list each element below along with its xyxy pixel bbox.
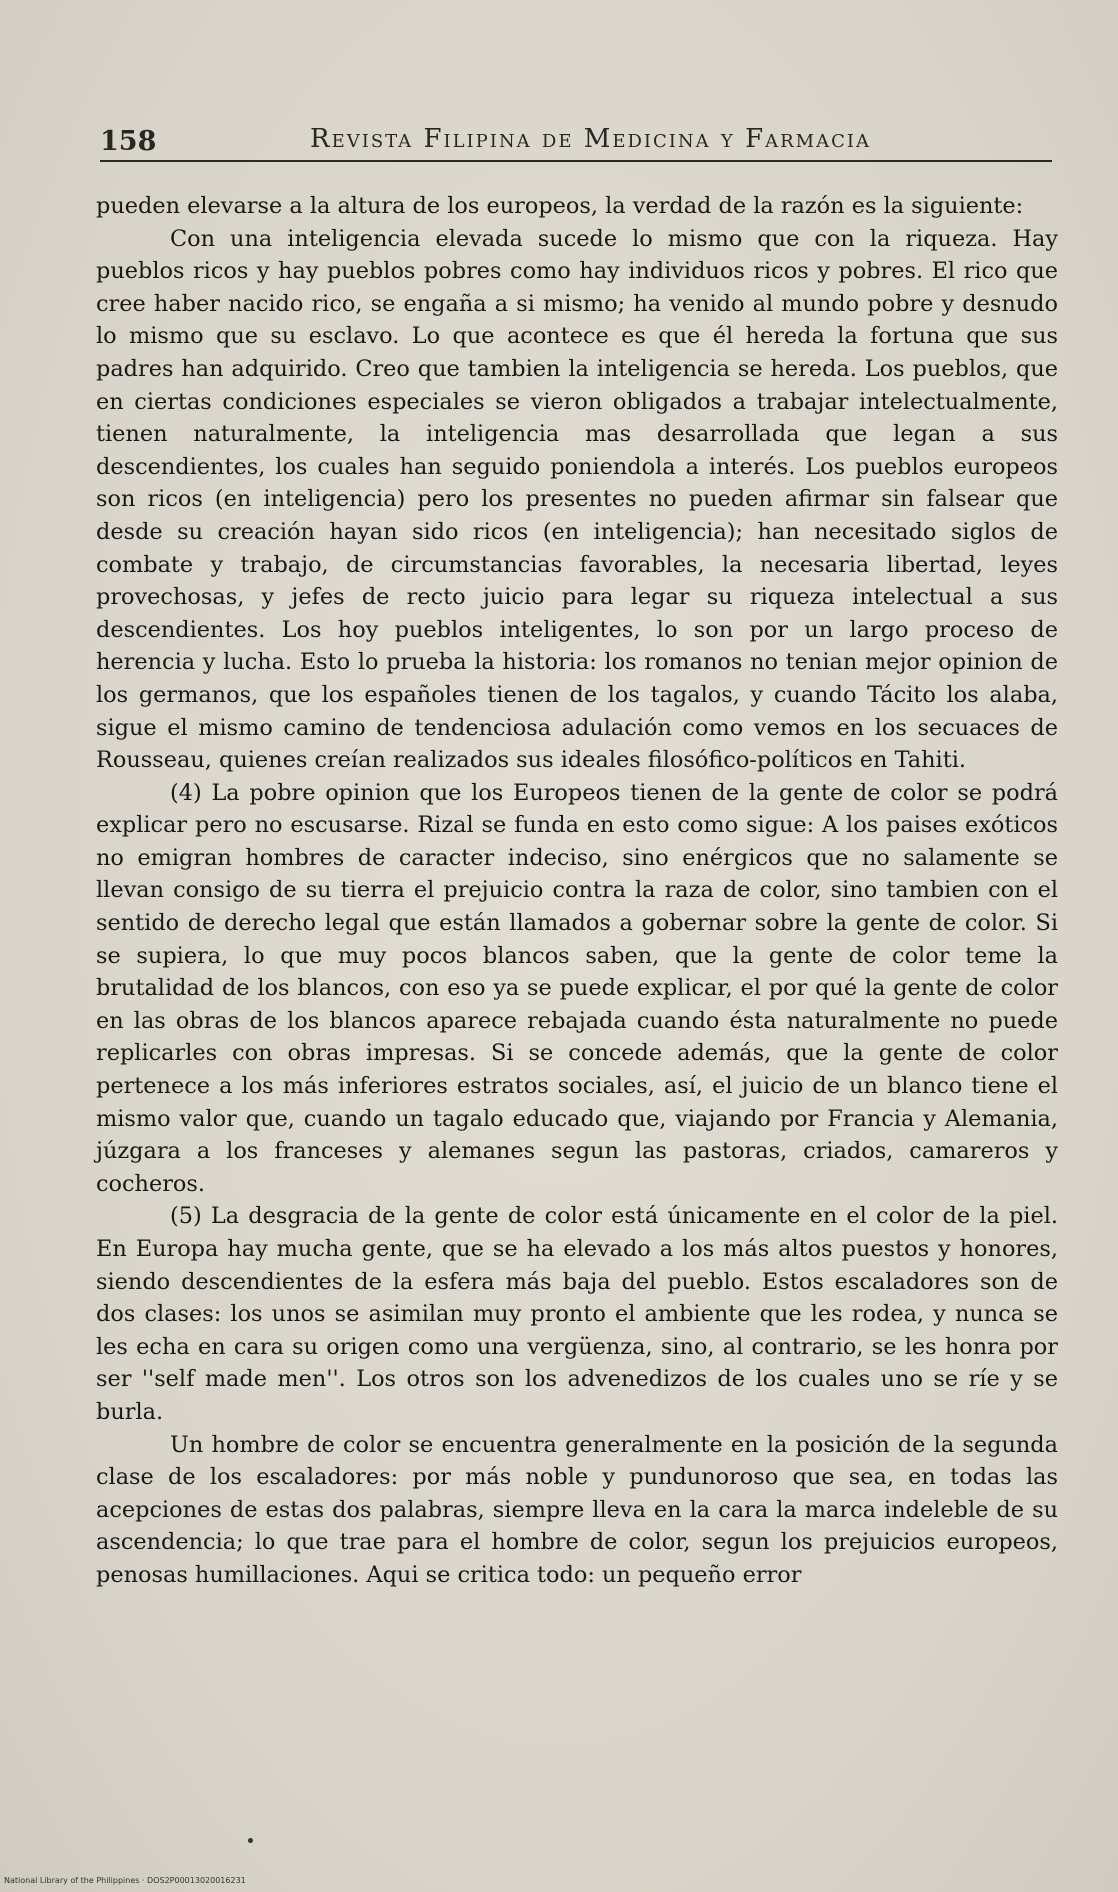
source-footer: National Library of the Philippines · DOS2P00013020016231 [4,1876,246,1885]
paragraph-inteligencia: Con una inteligencia elevada sucede lo mismo que con la riqueza. Hay pueblos ricos y hay pueblos pobres como hay individuos ricos y pobres. El rico que cree haber nacido rico, se engaña a si mismo; ha venido al mundo pobre y desnudo lo mismo que su esclavo. Lo que acontece es que él hereda la fortuna que sus padres han adquirido. Creo que tambien la inteligencia se hereda. Los pueblos, que en ciertas condiciones especiales se vieron obligados a trabajar intelectualmente, tienen naturalmente, la inteligencia mas desarrollada que legan a sus descendientes, los cuales han seguido poniendola a interés. Los pueblos europeos son ricos (en inteligencia) pero los presentes no pueden afirmar sin falsear que desde su creación hayan sido ricos (en inteligencia); han necesitado siglos de combate y trabajo, de circumstancias favorables, la necesaria libertad, leyes provechosas, y jefes de recto juicio para legar su riqueza intelectual a sus descendientes. Los hoy pueblos inteligentes, lo son por un largo proceso de herencia y lucha. Esto lo prueba la historia: los romanos no tenian mejor opinion de los germanos, que los españoles tienen de los tagalos, y cuando Tácito los alaba, sigue el mismo camino de tendenciosa adulación como vemos en los secuaces de Rousseau, quienes creían realizados sus ideales filosófico-políticos en Tahiti. [96,225,1058,774]
paragraph-note-5: (5) La desgracia de la gente de color está únicamente en el color de la piel. En Europa hay mucha gente, que se ha elevado a los más altos puestos y honores, siendo descendientes de la esfera más baja del pueblo. Estos escaladores son de dos clases: los unos se asimilan muy pronto el ambiente que les rodea, y nunca se les echa en cara su origen como una vergüenza, sino, al contrario, se les honra por ser ''self made men''. Los otros son los advenedizos de los cuales uno se ríe y se burla. [96,1203,1058,1425]
paragraph-continuation: pueden elevarse a la altura de los europeos, la verdad de la razón es la siguiente: [96,193,1024,219]
header-rule [100,160,1052,162]
body-text [96,190,1058,1592]
paragraph-note-4: (4) La pobre opinion que los Europeos tienen de la gente de color se podrá explicar pero no escusarse. Rizal se funda en esto como sigue: A los paises exóticos no emigran hombres de caracter indeciso, sino enérgicos que no salamente se llevan consigo de su tierra el prejuicio contra la raza de color, sino tambien con el sentido de derecho legal que están llamados a gobernar sobre la gente de color. Si se supiera, lo que muy pocos blancos saben, que la gente de color teme la brutalidad de los blancos, con eso ya se puede explicar, el por qué la gente de color en las obras de los blancos aparece rebajada cuando ésta naturalmente no puede replicarles con obras impresas. Si se concede además, que la gente de color pertenece a los más inferiores estratos sociales, así, el juicio de un blanco tiene el mismo valor que, cuando un tagalo educado que, viajando por Francia y Alemania, júzgara a los franceses y alemanes segun las pastoras, criados, camareros y cocheros. [96,779,1058,1197]
page-header [100,120,1050,160]
ink-speck [248,1838,253,1843]
paragraph-hombre-de-color: Un hombre de color se encuentra generalmente en la posición de la segunda clase de los escaladores: por más noble y pundunoroso que sea, en todas las acepciones de estas dos palabras, siempre lleva en la cara la marca indeleble de su ascendencia; lo que trae para el hombre de color, segun los prejuicios europeos, penosas humillaciones. Aqui se critica todo: un pequeño error [96,1431,1058,1588]
running-head: Revista Filipina de Medicina y Farmacia [310,124,871,154]
page-number: 158 [100,126,157,157]
